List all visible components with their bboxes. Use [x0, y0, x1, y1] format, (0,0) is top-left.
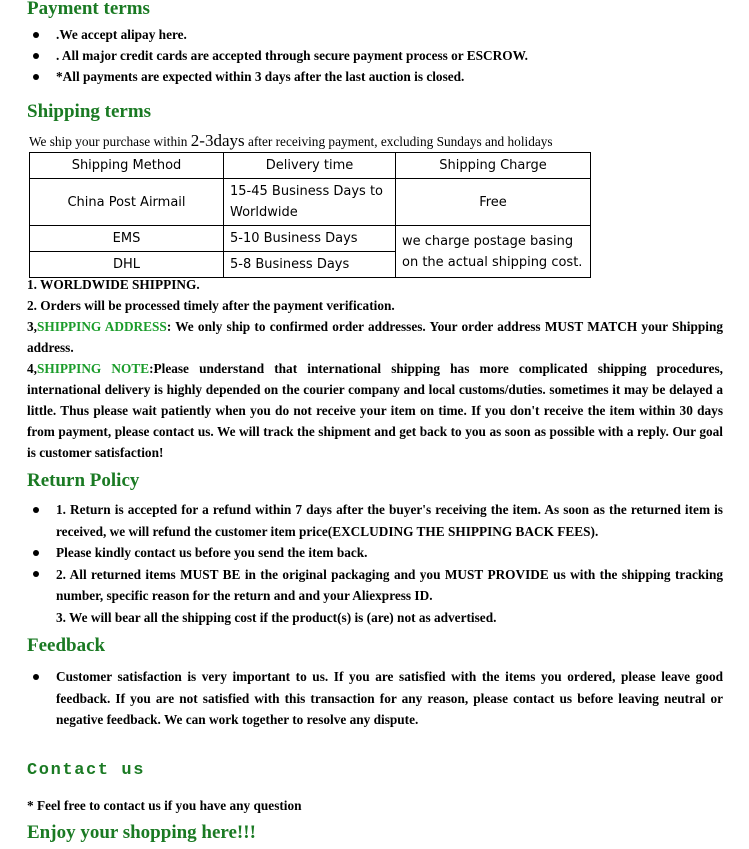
shipping-note-4-number: 4, — [27, 361, 37, 376]
shipping-note-2: 2. Orders will be processed timely after the payment verification. — [27, 298, 395, 313]
shipping-table — [29, 152, 591, 278]
table-row — [30, 179, 591, 226]
payment-terms-list — [25, 24, 725, 87]
return-policy-section — [27, 470, 727, 492]
list-item — [25, 24, 725, 45]
column-header-delivery: Delivery time — [224, 153, 396, 179]
return-policy-text: 1. Return is accepted for a refund within 7 days after the buyer's receiving the item. As soon as the returned item is received, we will refund the customer item price(EXCLUDING THE SHIPPING BACK FEES). — [56, 502, 723, 539]
tagline-wrap — [27, 822, 727, 844]
shipping-table-wrap — [29, 152, 591, 278]
contact-us-line: * Feel free to contact us if you have any question — [27, 798, 302, 813]
feedback-list-wrap — [25, 666, 723, 731]
payment-term-text: .We accept alipay here. — [56, 27, 187, 42]
cell-delivery: 5-10 Business Days — [224, 226, 396, 252]
payment-term-text: . All major credit cards are accepted through secure payment process or ESCROW. — [56, 48, 529, 63]
enjoy-shopping-tagline: Enjoy your shopping here!!! — [27, 822, 256, 843]
feedback-section — [27, 635, 727, 657]
list-item — [25, 666, 723, 731]
contact-us-heading: Contact us — [27, 761, 146, 780]
shipping-address-label: SHIPPING ADDRESS — [36, 319, 167, 334]
return-policy-text: 2. All returned items MUST BE in the original packaging and you MUST PROVIDE us with the shipping tracking number, specific reason for the return and and your Aliexpress ID. — [56, 566, 723, 603]
return-policy-text: Please kindly contact us before you send the item back. — [56, 545, 368, 560]
shipping-note-label: SHIPPING NOTE — [36, 361, 150, 376]
cell-method: EMS — [30, 226, 224, 252]
return-policy-list — [25, 499, 723, 628]
return-policy-list-wrap — [25, 499, 723, 628]
list-item — [25, 45, 725, 66]
cell-method: DHL — [30, 252, 224, 278]
contact-line-wrap — [27, 795, 727, 816]
shipping-terms-section — [27, 101, 727, 123]
contact-section — [27, 760, 727, 782]
shipping-note-3-body: : We only ship to confirmed order addresses. Your order address MUST MATCH your Shipping address. — [27, 319, 724, 355]
list-item — [25, 564, 723, 607]
payment-terms-heading: Payment terms — [27, 0, 150, 19]
shipping-note-1: 1. WORLDWIDE SHIPPING. — [27, 277, 200, 292]
return-policy-trailing-text: 3. We will bear all the shipping cost if the product(s) is (are) not as advertised. — [56, 609, 497, 625]
return-policy-heading: Return Policy — [27, 470, 140, 491]
list-item — [25, 607, 723, 629]
feedback-heading: Feedback — [27, 635, 106, 656]
feedback-list — [25, 666, 723, 731]
column-header-method: Shipping Method — [30, 153, 224, 179]
cell-delivery: 15-45 Business Days to Worldwide — [224, 179, 396, 226]
cell-method: China Post Airmail — [30, 179, 224, 226]
shipping-notes — [27, 274, 723, 463]
shipping-note-3-number: 3, — [27, 319, 37, 334]
list-item — [25, 66, 725, 87]
shipping-intro-pre: We ship your purchase within — [29, 134, 191, 149]
table-header-row — [30, 153, 591, 179]
payment-terms-list-wrap — [25, 24, 725, 87]
cell-charge-merged: we charge postage basing on the actual shipping cost. — [396, 226, 591, 278]
shipping-intro-duration: 2-3days — [190, 131, 245, 150]
column-header-charge: Shipping Charge — [396, 153, 591, 179]
shipping-note-4 — [27, 358, 723, 463]
payment-terms-section — [27, 0, 727, 20]
payment-term-text: *All payments are expected within 3 days after the last auction is closed. — [56, 69, 465, 84]
table-row — [30, 226, 591, 252]
list-item — [25, 499, 723, 542]
shipping-note-3 — [27, 316, 723, 358]
shipping-intro-post: after receiving payment, excluding Sundays and holidays — [244, 134, 553, 149]
shipping-terms-heading: Shipping terms — [27, 101, 152, 122]
cell-delivery: 5-8 Business Days — [224, 252, 396, 278]
shipping-note-4-body: :Please understand that international shipping has more complicated shipping procedures, international delivery is highly depended on the courier company and local customs/duties. sometimes it may be delayed a little. Thus please wait patiently when you do not receive your item on time. If you don't receive the item within 30 days from payment, please contact us. We will track the shipment and get back to you as soon as possible with a reply. Our goal is customer satisfaction! — [27, 361, 723, 460]
list-item — [25, 542, 723, 564]
shipping-intro-line — [29, 131, 729, 152]
feedback-text: Customer satisfaction is very important to us. If you are satisfied with the items you ordered, please leave good feedback. If you are not satisfied with this transaction for any reason, please contact us before leaving neutral or negative feedback. We can work together to resolve any dispute. — [56, 669, 723, 727]
cell-charge: Free — [396, 179, 591, 226]
